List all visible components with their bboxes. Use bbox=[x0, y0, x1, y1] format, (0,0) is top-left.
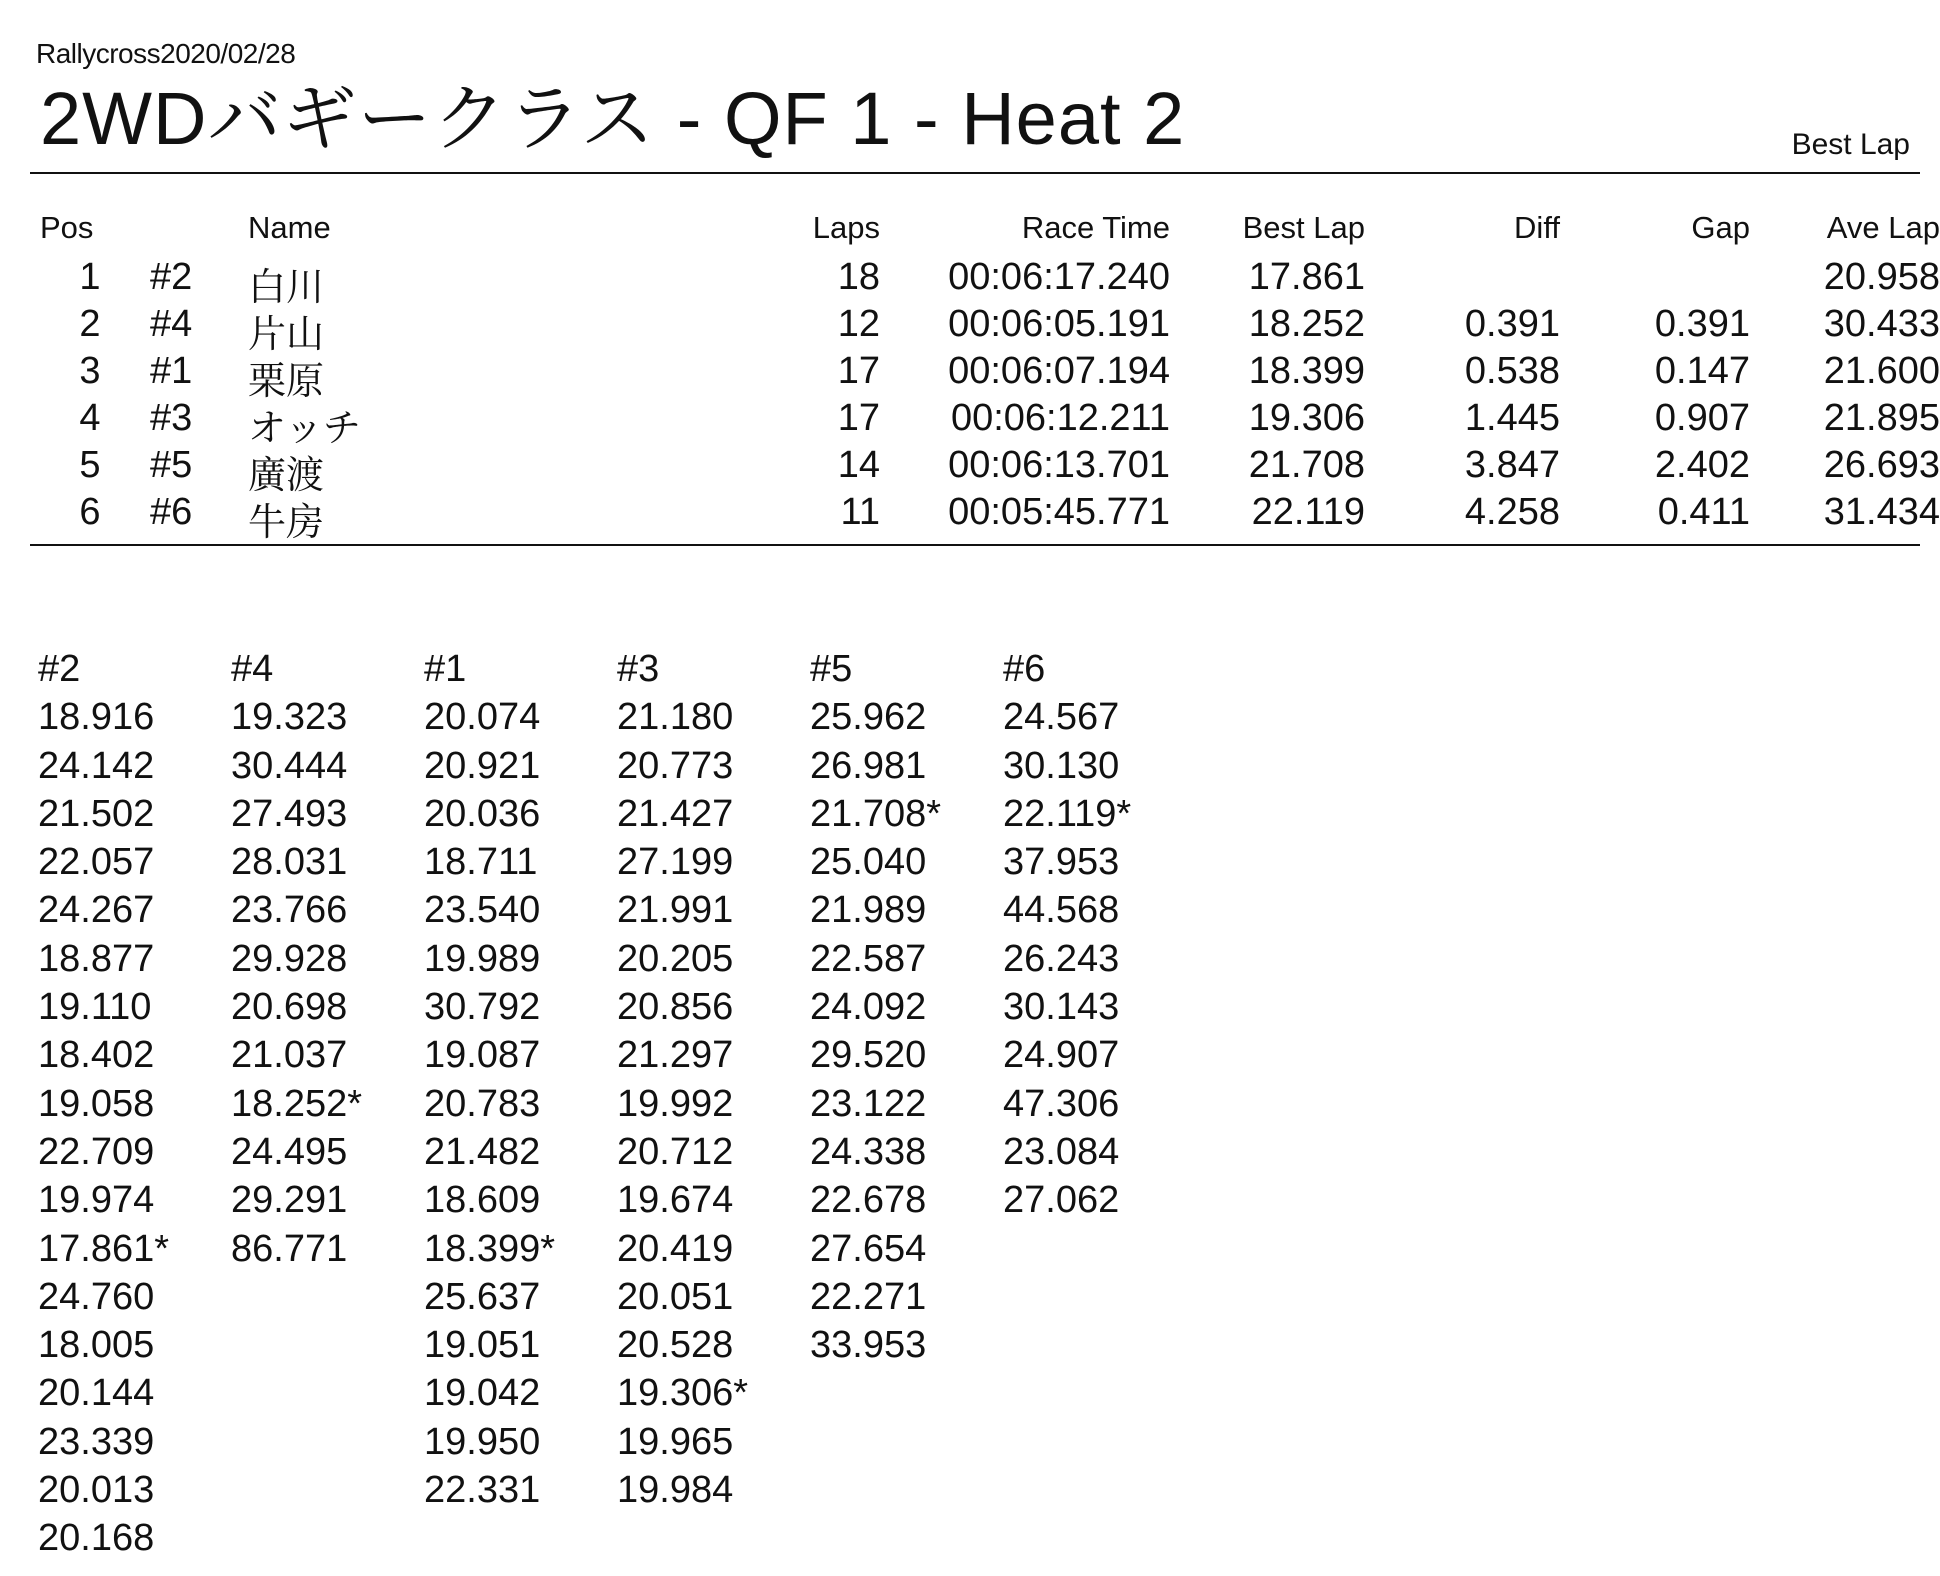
cell-best-lap: 21.708 bbox=[1248, 444, 1365, 486]
cell-name: 片山 bbox=[248, 314, 325, 356]
lap-time: 20.783 bbox=[424, 1082, 541, 1125]
column-header-laps: Laps bbox=[812, 210, 880, 245]
lap-time: 20.921 bbox=[424, 744, 541, 787]
lap-time: 22.271 bbox=[810, 1275, 927, 1318]
lap-column bbox=[1003, 645, 1196, 1563]
cell-ave-lap: 30.433 bbox=[1823, 303, 1940, 345]
lap-time: 21.482 bbox=[424, 1130, 541, 1173]
column-header-pos: Pos bbox=[40, 210, 94, 245]
lap-times-table bbox=[38, 645, 1196, 1563]
lap-time: 19.306* bbox=[617, 1372, 749, 1415]
lap-time: 18.711 bbox=[424, 841, 538, 884]
lap-time: 30.444 bbox=[231, 744, 348, 787]
cell-diff: 4.258 bbox=[1464, 491, 1560, 533]
lap-time: 19.974 bbox=[38, 1179, 155, 1222]
cell-race-time: 00:06:13.701 bbox=[948, 444, 1170, 486]
lap-column-header: #5 bbox=[810, 648, 853, 690]
lap-time: 24.338 bbox=[810, 1130, 927, 1173]
lap-time: 26.243 bbox=[1003, 937, 1120, 980]
cell-laps: 11 bbox=[840, 491, 880, 533]
cell-name: 廣渡 bbox=[248, 455, 325, 497]
lap-time: 18.399* bbox=[424, 1227, 556, 1270]
lap-time: 23.540 bbox=[424, 889, 541, 932]
lap-time: 20.051 bbox=[617, 1275, 734, 1318]
column-header-best-lap: Best Lap bbox=[1242, 210, 1365, 245]
lap-time: 24.092 bbox=[810, 986, 927, 1029]
cell-name: 牛房 bbox=[248, 502, 325, 544]
lap-time: 23.339 bbox=[38, 1420, 155, 1463]
lap-time: 19.992 bbox=[617, 1082, 734, 1125]
lap-time: 19.984 bbox=[617, 1469, 734, 1512]
lap-time: 19.042 bbox=[424, 1372, 541, 1415]
lap-time: 22.709 bbox=[38, 1130, 155, 1173]
cell-laps: 14 bbox=[837, 444, 880, 486]
lap-time: 18.005 bbox=[38, 1324, 155, 1367]
lap-time: 21.180 bbox=[617, 696, 734, 739]
cell-best-lap: 17.861 bbox=[1248, 256, 1365, 298]
cell-ave-lap: 21.600 bbox=[1823, 350, 1940, 392]
cell-best-lap: 18.399 bbox=[1248, 350, 1365, 392]
lap-time: 22.119* bbox=[1003, 792, 1132, 835]
lap-time: 18.402 bbox=[38, 1034, 155, 1077]
lap-time: 21.427 bbox=[617, 792, 734, 835]
lap-time: 19.950 bbox=[424, 1420, 541, 1463]
results-table bbox=[30, 210, 1940, 544]
cell-pos: 3 bbox=[79, 350, 101, 392]
cell-laps: 18 bbox=[837, 256, 880, 298]
lap-time: 27.199 bbox=[617, 841, 734, 884]
lap-time: 20.419 bbox=[617, 1227, 734, 1270]
lap-time: 19.087 bbox=[424, 1034, 541, 1077]
cell-best-lap: 18.252 bbox=[1248, 303, 1365, 345]
cell-num: #2 bbox=[150, 256, 193, 298]
lap-time: 19.323 bbox=[231, 696, 348, 739]
page-title: 2WDバギークラス - QF 1 - Heat 2 bbox=[40, 77, 1186, 160]
lap-column-header: #1 bbox=[424, 648, 467, 690]
cell-ave-lap: 21.895 bbox=[1823, 397, 1940, 439]
cell-race-time: 00:06:17.240 bbox=[948, 256, 1170, 298]
lap-time: 21.297 bbox=[617, 1034, 734, 1077]
lap-time: 21.991 bbox=[617, 889, 734, 932]
cell-gap: 0.411 bbox=[1657, 491, 1750, 533]
cell-name: オッチ bbox=[248, 408, 361, 450]
lap-time: 21.708* bbox=[810, 792, 942, 835]
lap-time: 22.678 bbox=[810, 1179, 927, 1222]
results-divider bbox=[30, 544, 1920, 546]
cell-laps: 17 bbox=[837, 397, 880, 439]
lap-time: 29.291 bbox=[231, 1179, 348, 1222]
lap-time: 24.567 bbox=[1003, 696, 1120, 739]
lap-column bbox=[810, 645, 1003, 1563]
cell-pos: 2 bbox=[79, 303, 101, 345]
cell-race-time: 00:06:07.194 bbox=[948, 350, 1170, 392]
lap-time: 23.122 bbox=[810, 1082, 927, 1125]
lap-time: 18.877 bbox=[38, 937, 155, 980]
lap-time: 19.965 bbox=[617, 1420, 734, 1463]
cell-race-time: 00:06:12.211 bbox=[950, 397, 1170, 439]
lap-time: 37.953 bbox=[1003, 841, 1120, 884]
cell-diff: 0.538 bbox=[1464, 350, 1560, 392]
lap-time: 44.568 bbox=[1003, 889, 1120, 932]
lap-column bbox=[38, 645, 231, 1563]
lap-time: 33.953 bbox=[810, 1324, 927, 1367]
cell-name: 栗原 bbox=[248, 361, 325, 403]
table-row bbox=[30, 444, 1940, 497]
cell-num: #4 bbox=[150, 303, 193, 345]
results-body bbox=[30, 256, 1940, 544]
column-header-ave-lap: Ave Lap bbox=[1826, 210, 1940, 245]
lap-time: 22.587 bbox=[810, 937, 927, 980]
lap-time: 22.057 bbox=[38, 841, 155, 884]
table-row bbox=[30, 397, 1940, 450]
lap-time: 26.981 bbox=[810, 744, 927, 787]
lap-time: 25.962 bbox=[810, 696, 927, 739]
lap-column-header: #4 bbox=[231, 648, 274, 690]
cell-laps: 17 bbox=[837, 350, 880, 392]
lap-time: 20.144 bbox=[38, 1372, 155, 1415]
lap-column bbox=[617, 645, 810, 1563]
lap-column-header: #2 bbox=[38, 648, 81, 690]
cell-diff: 3.847 bbox=[1464, 444, 1560, 486]
lap-time: 20.036 bbox=[424, 792, 541, 835]
lap-time: 24.495 bbox=[231, 1130, 348, 1173]
lap-time: 21.502 bbox=[38, 792, 155, 835]
lap-time: 28.031 bbox=[231, 841, 348, 884]
column-header-name: Name bbox=[248, 210, 331, 245]
cell-gap: 0.147 bbox=[1654, 350, 1750, 392]
lap-time: 22.331 bbox=[424, 1469, 541, 1512]
cell-race-time: 00:06:05.191 bbox=[948, 303, 1170, 345]
lap-time: 20.856 bbox=[617, 986, 734, 1029]
lap-time: 47.306 bbox=[1003, 1082, 1120, 1125]
cell-pos: 5 bbox=[79, 444, 101, 486]
lap-time: 17.861* bbox=[38, 1227, 170, 1270]
cell-diff: 0.391 bbox=[1464, 303, 1560, 345]
lap-time: 27.654 bbox=[810, 1227, 927, 1270]
lap-time: 19.674 bbox=[617, 1179, 734, 1222]
lap-time: 19.989 bbox=[424, 937, 541, 980]
table-row bbox=[30, 350, 1940, 403]
cell-diff: 1.445 bbox=[1464, 397, 1560, 439]
cell-gap: 2.402 bbox=[1654, 444, 1750, 486]
cell-pos: 1 bbox=[79, 256, 101, 298]
lap-time: 24.142 bbox=[38, 744, 155, 787]
table-row bbox=[30, 491, 1940, 544]
column-header-diff: Diff bbox=[1514, 210, 1560, 245]
lap-time: 24.760 bbox=[38, 1275, 155, 1318]
lap-time: 30.143 bbox=[1003, 986, 1120, 1029]
lap-time: 20.074 bbox=[424, 696, 541, 739]
lap-time: 21.037 bbox=[231, 1034, 348, 1077]
lap-time: 21.989 bbox=[810, 889, 927, 932]
lap-time: 20.712 bbox=[617, 1130, 734, 1173]
cell-pos: 6 bbox=[79, 491, 101, 533]
cell-gap: 0.907 bbox=[1654, 397, 1750, 439]
lap-time: 20.528 bbox=[617, 1324, 734, 1367]
lap-time: 19.058 bbox=[38, 1082, 155, 1125]
lap-time: 27.493 bbox=[231, 792, 348, 835]
lap-time: 25.637 bbox=[424, 1275, 541, 1318]
column-header-gap: Gap bbox=[1691, 210, 1750, 245]
table-row bbox=[30, 256, 1940, 309]
cell-best-lap: 19.306 bbox=[1248, 397, 1365, 439]
cell-best-lap: 22.119 bbox=[1251, 491, 1365, 533]
cell-gap: 0.391 bbox=[1654, 303, 1750, 345]
cell-num: #5 bbox=[150, 444, 193, 486]
lap-time: 30.792 bbox=[424, 986, 541, 1029]
lap-time: 18.252* bbox=[231, 1082, 363, 1125]
lap-time: 24.267 bbox=[38, 889, 155, 932]
lap-time: 20.773 bbox=[617, 744, 734, 787]
cell-pos: 4 bbox=[79, 397, 101, 439]
lap-time: 25.040 bbox=[810, 841, 927, 884]
event-label: Rallycross2020/02/28 bbox=[36, 38, 296, 69]
lap-time: 20.205 bbox=[617, 937, 734, 980]
column-header-race-time: Race Time bbox=[1021, 210, 1170, 245]
table-row bbox=[30, 303, 1940, 356]
cell-ave-lap: 20.958 bbox=[1823, 256, 1940, 298]
sort-label: Best Lap bbox=[1791, 128, 1910, 161]
lap-time: 18.916 bbox=[38, 696, 155, 739]
cell-name: 白川 bbox=[248, 267, 325, 309]
cell-num: #6 bbox=[150, 491, 193, 533]
cell-num: #3 bbox=[150, 397, 193, 439]
lap-time: 30.130 bbox=[1003, 744, 1120, 787]
header-divider bbox=[30, 172, 1920, 174]
cell-race-time: 00:05:45.771 bbox=[948, 491, 1170, 533]
lap-time: 19.110 bbox=[38, 986, 152, 1029]
lap-column bbox=[424, 645, 617, 1563]
results-header-row bbox=[30, 210, 1940, 256]
cell-ave-lap: 31.434 bbox=[1823, 491, 1940, 533]
lap-time: 20.168 bbox=[38, 1517, 155, 1560]
lap-time: 23.766 bbox=[231, 889, 348, 932]
lap-column-header: #3 bbox=[617, 648, 660, 690]
lap-column bbox=[231, 645, 424, 1563]
lap-time: 18.609 bbox=[424, 1179, 541, 1222]
lap-column-header: #6 bbox=[1003, 648, 1046, 690]
cell-num: #1 bbox=[150, 350, 193, 392]
lap-time: 29.520 bbox=[810, 1034, 927, 1077]
lap-time: 24.907 bbox=[1003, 1034, 1120, 1077]
lap-time: 20.698 bbox=[231, 986, 348, 1029]
lap-time: 86.771 bbox=[231, 1227, 348, 1270]
lap-time: 27.062 bbox=[1003, 1179, 1120, 1222]
cell-ave-lap: 26.693 bbox=[1823, 444, 1940, 486]
lap-time: 20.013 bbox=[38, 1469, 155, 1512]
cell-laps: 12 bbox=[837, 303, 880, 345]
lap-time: 29.928 bbox=[231, 937, 348, 980]
lap-time: 23.084 bbox=[1003, 1130, 1120, 1173]
lap-time: 19.051 bbox=[424, 1324, 541, 1367]
